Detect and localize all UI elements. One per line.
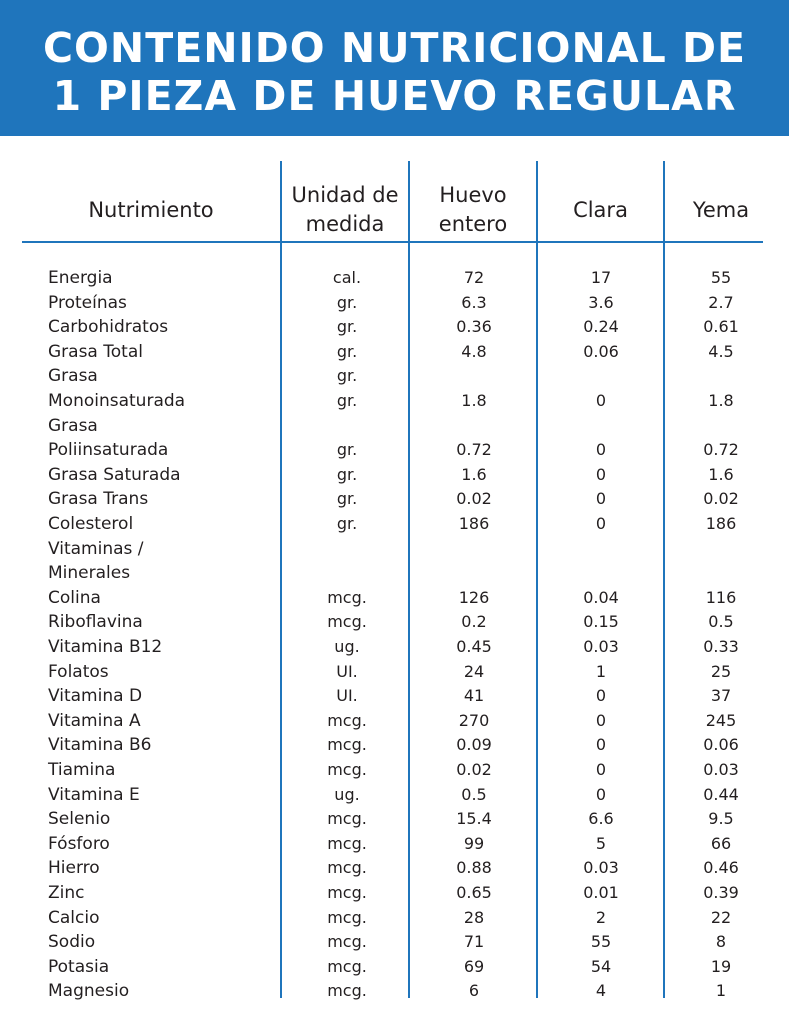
egg-white-cell: 6.6 bbox=[588, 809, 614, 828]
egg-white-cell: 1 bbox=[595, 662, 607, 681]
egg-yolk-cell: 0.39 bbox=[703, 883, 739, 902]
nutrient-name: Grasa Saturada bbox=[48, 465, 181, 485]
nutrient-name: Zinc bbox=[48, 883, 85, 903]
whole-egg-cell: 0.2 bbox=[461, 612, 487, 631]
whole-egg-cell: 0.5 bbox=[461, 785, 487, 804]
egg-yolk-cell: 0.33 bbox=[703, 637, 739, 656]
nutrient-name: Vitamina E bbox=[48, 785, 140, 805]
nutrient-name: Vitamina A bbox=[48, 711, 141, 731]
whole-egg-cell: 6.3 bbox=[461, 293, 487, 312]
unit-cell: mcg. bbox=[327, 760, 367, 779]
egg-white-cell: 0.01 bbox=[583, 883, 619, 902]
header-egg-white: Clara bbox=[573, 198, 628, 222]
egg-yolk-cell: 2.7 bbox=[708, 293, 734, 312]
nutrient-name: Carbohidratos bbox=[48, 317, 169, 337]
whole-egg-cell: 0.88 bbox=[456, 858, 492, 877]
egg-white-cell: 4 bbox=[595, 981, 607, 1000]
egg-yolk-cell: 0.61 bbox=[703, 317, 739, 336]
whole-egg-cell: 0.36 bbox=[456, 317, 492, 336]
egg-yolk-cell: 0.44 bbox=[703, 785, 739, 804]
unit-cell: gr. bbox=[336, 366, 358, 385]
whole-egg-cell: 6 bbox=[468, 981, 480, 1000]
header-whole-line-1: Huevo bbox=[439, 183, 507, 207]
nutrient-name: Grasa Total bbox=[48, 342, 143, 362]
unit-cell: gr. bbox=[336, 391, 358, 410]
egg-yolk-cell: 0.02 bbox=[703, 489, 739, 508]
title-banner bbox=[0, 0, 789, 136]
nutrient-name: Riboflavina bbox=[48, 612, 143, 632]
nutrient-name: Sodio bbox=[48, 932, 96, 952]
egg-white-cell: 3.6 bbox=[588, 293, 614, 312]
header-whole-egg bbox=[410, 181, 536, 239]
nutrient-name: Vitamina B12 bbox=[48, 637, 163, 657]
egg-yolk-cell: 37 bbox=[710, 686, 732, 705]
egg-yolk-cell: 1 bbox=[715, 981, 727, 1000]
unit-cell: mcg. bbox=[327, 612, 367, 631]
egg-yolk-cell: 55 bbox=[710, 268, 732, 287]
whole-egg-cell: 186 bbox=[458, 514, 490, 533]
egg-white-cell: 0 bbox=[595, 711, 607, 730]
unit-cell: gr. bbox=[336, 514, 358, 533]
egg-white-cell: 0.03 bbox=[583, 858, 619, 877]
nutrient-name: Vitaminas / bbox=[48, 539, 144, 559]
whole-egg-cell: 15.4 bbox=[456, 809, 492, 828]
egg-white-cell: 0.24 bbox=[583, 317, 619, 336]
nutrient-name: Monoinsaturada bbox=[48, 391, 186, 411]
egg-white-cell: 0.03 bbox=[583, 637, 619, 656]
whole-egg-cell: 72 bbox=[463, 268, 485, 287]
whole-egg-cell: 24 bbox=[463, 662, 485, 681]
title-line-2: 1 PIEZA DE HUEVO REGULAR bbox=[52, 72, 737, 120]
egg-white-cell: 55 bbox=[590, 932, 612, 951]
nutrient-name: Proteínas bbox=[48, 293, 127, 313]
column-divider bbox=[280, 161, 282, 998]
nutrient-name: Folatos bbox=[48, 662, 109, 682]
nutrient-name: Potasia bbox=[48, 957, 110, 977]
egg-yolk-cell: 22 bbox=[710, 908, 732, 927]
egg-white-cell: 0 bbox=[595, 391, 607, 410]
nutrient-name: Grasa bbox=[48, 416, 98, 436]
whole-egg-cell: 71 bbox=[463, 932, 485, 951]
nutrient-name: Vitamina D bbox=[48, 686, 143, 706]
header-unit-line-2: medida bbox=[305, 212, 385, 236]
unit-cell: mcg. bbox=[327, 858, 367, 877]
whole-egg-cell: 41 bbox=[463, 686, 485, 705]
nutrient-name: Minerales bbox=[48, 563, 131, 583]
egg-white-cell: 17 bbox=[590, 268, 612, 287]
unit-cell: UI. bbox=[336, 662, 358, 681]
egg-yolk-cell: 66 bbox=[710, 834, 732, 853]
egg-yolk-cell: 0.06 bbox=[703, 735, 739, 754]
egg-yolk-cell: 9.5 bbox=[708, 809, 734, 828]
header-unit bbox=[282, 181, 408, 239]
whole-egg-cell: 0.45 bbox=[456, 637, 492, 656]
unit-cell: gr. bbox=[336, 465, 358, 484]
header-divider bbox=[22, 241, 763, 243]
egg-yolk-cell: 8 bbox=[715, 932, 727, 951]
unit-cell: mcg. bbox=[327, 588, 367, 607]
unit-cell: mcg. bbox=[327, 981, 367, 1000]
nutrient-name: Colesterol bbox=[48, 514, 134, 534]
header-nutriment: Nutrimiento bbox=[88, 198, 214, 222]
egg-yolk-cell: 245 bbox=[705, 711, 737, 730]
unit-cell: mcg. bbox=[327, 809, 367, 828]
unit-cell: mcg. bbox=[327, 932, 367, 951]
egg-white-cell: 54 bbox=[590, 957, 612, 976]
whole-egg-cell: 0.02 bbox=[456, 760, 492, 779]
unit-cell: gr. bbox=[336, 440, 358, 459]
unit-cell: gr. bbox=[336, 293, 358, 312]
egg-yolk-cell: 0.5 bbox=[708, 612, 734, 631]
egg-yolk-cell: 4.5 bbox=[708, 342, 734, 361]
egg-yolk-cell: 1.8 bbox=[708, 391, 734, 410]
egg-white-cell: 0 bbox=[595, 440, 607, 459]
whole-egg-cell: 69 bbox=[463, 957, 485, 976]
title-line-1: CONTENIDO NUTRICIONAL DE bbox=[42, 24, 747, 72]
header-egg-yolk: Yema bbox=[692, 198, 750, 222]
egg-white-cell: 2 bbox=[595, 908, 607, 927]
whole-egg-cell: 0.65 bbox=[456, 883, 492, 902]
egg-yolk-cell: 19 bbox=[710, 957, 732, 976]
egg-white-cell: 0.04 bbox=[583, 588, 619, 607]
nutrient-name: Grasa bbox=[48, 366, 98, 386]
header-unit-line-1: Unidad de bbox=[291, 183, 399, 207]
nutrient-name: Magnesio bbox=[48, 981, 130, 1001]
whole-egg-cell: 1.6 bbox=[461, 465, 487, 484]
whole-egg-cell: 126 bbox=[458, 588, 490, 607]
egg-yolk-cell: 0.72 bbox=[703, 440, 739, 459]
egg-white-cell: 0 bbox=[595, 686, 607, 705]
egg-white-cell: 0 bbox=[595, 514, 607, 533]
nutrient-name: Grasa Trans bbox=[48, 489, 149, 509]
nutrient-name: Energia bbox=[48, 268, 113, 288]
unit-cell: mcg. bbox=[327, 735, 367, 754]
egg-yolk-cell: 0.46 bbox=[703, 858, 739, 877]
whole-egg-cell: 0.72 bbox=[456, 440, 492, 459]
whole-egg-cell: 0.09 bbox=[456, 735, 492, 754]
egg-white-cell: 0.15 bbox=[583, 612, 619, 631]
unit-cell: UI. bbox=[336, 686, 358, 705]
whole-egg-cell: 0.02 bbox=[456, 489, 492, 508]
egg-yolk-cell: 116 bbox=[705, 588, 737, 607]
whole-egg-cell: 99 bbox=[463, 834, 485, 853]
unit-cell: ug. bbox=[334, 785, 360, 804]
header-whole-line-2: entero bbox=[438, 212, 508, 236]
egg-white-cell: 0 bbox=[595, 465, 607, 484]
nutrient-name: Selenio bbox=[48, 809, 111, 829]
nutrient-name: Colina bbox=[48, 588, 101, 608]
unit-cell: gr. bbox=[336, 489, 358, 508]
nutrient-name: Poliinsaturada bbox=[48, 440, 169, 460]
whole-egg-cell: 1.8 bbox=[461, 391, 487, 410]
egg-white-cell: 0.06 bbox=[583, 342, 619, 361]
egg-yolk-cell: 25 bbox=[710, 662, 732, 681]
nutrient-name: Tiamina bbox=[48, 760, 116, 780]
nutrient-name: Hierro bbox=[48, 858, 100, 878]
whole-egg-cell: 270 bbox=[458, 711, 490, 730]
unit-cell: mcg. bbox=[327, 908, 367, 927]
egg-white-cell: 5 bbox=[595, 834, 607, 853]
nutrient-name: Fósforo bbox=[48, 834, 110, 854]
nutrient-name: Calcio bbox=[48, 908, 100, 928]
unit-cell: gr. bbox=[336, 317, 358, 336]
unit-cell: mcg. bbox=[327, 957, 367, 976]
egg-white-cell: 0 bbox=[595, 760, 607, 779]
egg-yolk-cell: 1.6 bbox=[708, 465, 734, 484]
nutrient-name: Vitamina B6 bbox=[48, 735, 152, 755]
unit-cell: mcg. bbox=[327, 711, 367, 730]
unit-cell: mcg. bbox=[327, 883, 367, 902]
egg-yolk-cell: 0.03 bbox=[703, 760, 739, 779]
unit-cell: mcg. bbox=[327, 834, 367, 853]
whole-egg-cell: 28 bbox=[463, 908, 485, 927]
egg-white-cell: 0 bbox=[595, 785, 607, 804]
unit-cell: gr. bbox=[336, 342, 358, 361]
egg-white-cell: 0 bbox=[595, 735, 607, 754]
whole-egg-cell: 4.8 bbox=[461, 342, 487, 361]
unit-cell: cal. bbox=[332, 268, 362, 287]
unit-cell: ug. bbox=[334, 637, 360, 656]
egg-yolk-cell: 186 bbox=[705, 514, 737, 533]
egg-white-cell: 0 bbox=[595, 489, 607, 508]
